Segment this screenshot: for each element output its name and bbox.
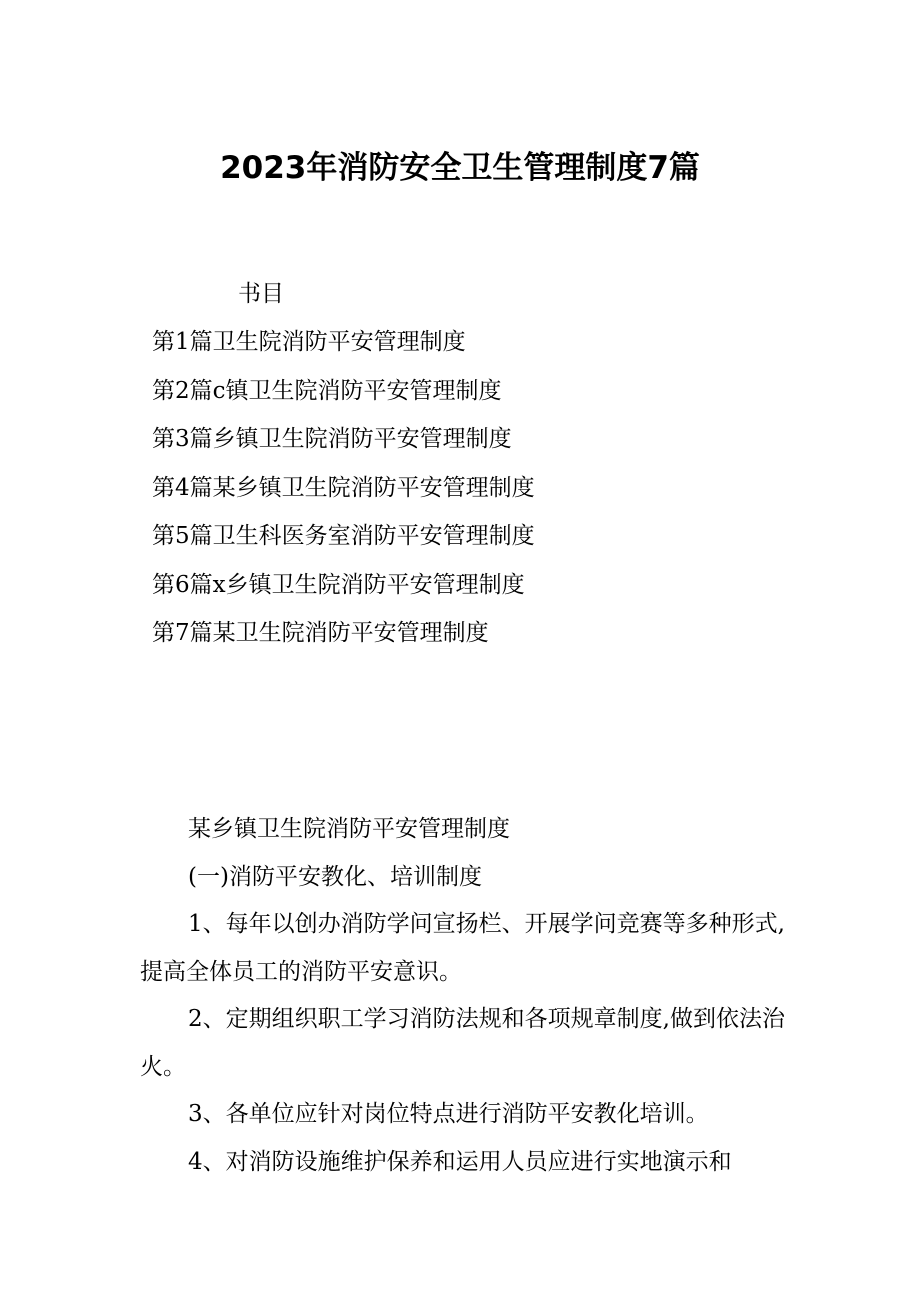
document-title: 2023年消防安全卫生管理制度7篇 [220, 150, 700, 186]
toc-item-4: 第4篇某乡镇卫生院消防平安管理制度 [152, 474, 535, 501]
paragraph-2: 2、定期组织职工学习消防法规和各项规章制度,做到依法治火。 [140, 1006, 785, 1080]
paragraph-3: 3、各单位应针对岗位特点进行消防平安教化培训。 [188, 1101, 709, 1127]
toc-item-1: 第1篇卫生院消防平安管理制度 [152, 329, 466, 355]
toc-heading: 书目 [238, 281, 284, 307]
toc-item-6: 第6篇x乡镇卫生院消防平安管理制度 [152, 571, 525, 598]
toc-item-5: 第5篇卫生科医务室消防平安管理制度 [152, 523, 535, 549]
section-title: 某乡镇卫生院消防平安管理制度 [188, 816, 510, 842]
paragraph-4: 4、对消防设施维护保养和运用人员应进行实地演示和 [188, 1148, 732, 1175]
toc-item-2: 第2篇c镇卫生院消防平安管理制度 [152, 377, 502, 404]
subsection-title: (一)消防平安教化、培训制度 [188, 863, 482, 890]
toc-item-7: 第7篇某卫生院消防平安管理制度 [152, 620, 489, 646]
document-body [140, 806, 785, 1186]
paragraph-1: 1、每年以创办消防学问宣扬栏、开展学问竞赛等多种形式,提高全体员工的消防平安意识。 [140, 911, 785, 985]
table-of-contents [152, 324, 535, 664]
toc-item-3: 第3篇乡镇卫生院消防平安管理制度 [152, 426, 512, 452]
